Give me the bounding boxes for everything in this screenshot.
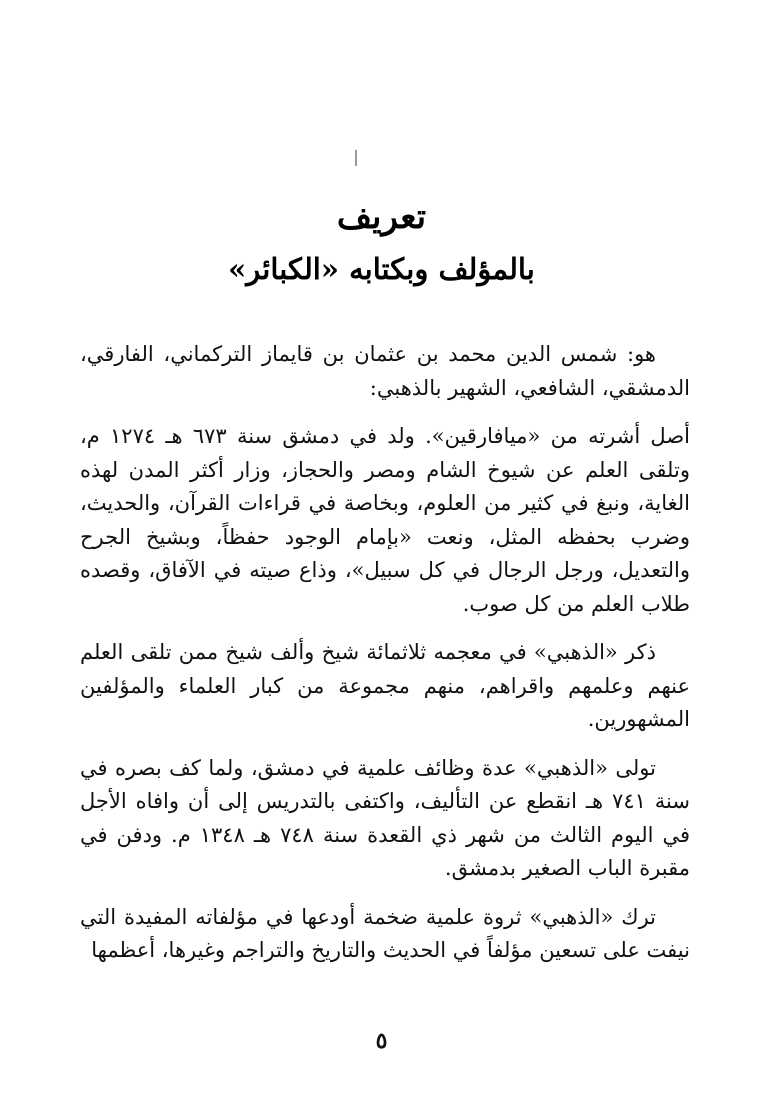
paragraph [80, 752, 690, 886]
paragraph-text: تولى «الذهبي» عدة وظائف علمية في دمشق، ولما كف بصره في سنة ٧٤١ هـ انقطع عن التأليف، واكتفى بالتدريس إلى أن وافاه الأجل في اليوم الثالث من شهر ذي القعدة سنة ٧٤٨ هـ ١٣٤٨ م. ودفن في مقبرة الباب الصغير بدمشق. [80, 755, 690, 880]
body-text [80, 338, 690, 983]
page-subtitle: بالمؤلف وبكتابه «الكبائر» [228, 252, 535, 286]
paragraph-text: هو: شمس الدين محمد بن عثمان بن قايماز التركماني، الفارقي، الدمشقي، الشافعي، الشهير بالذهبي: [80, 342, 690, 400]
paragraph-text: ترك «الذهبي» ثروة علمية ضخمة أودعها في مؤلفاته المفيدة التي نيفت على تسعين مؤلفاً في الحديث والتاريخ والتراجم وغيرها، أعظمها [80, 904, 690, 962]
paragraph [80, 901, 690, 968]
stray-pen-mark [355, 150, 357, 166]
paragraph-text: ذكر «الذهبي» في معجمه ثلاثمائة شيخ وألف شيخ ممن تلقى العلم عنهم وعلمهم واقراهم، منهم مجموعة من كبار العلماء والمؤلفين المشهورين. [80, 640, 690, 731]
page-number: ٥ [375, 1028, 388, 1054]
paragraph [80, 420, 690, 621]
paragraph-text: أصل أشرته من «ميافارقين». ولد في دمشق سنة ٦٧٣ هـ ١٢٧٤ م، وتلقى العلم عن شيوخ الشام ومصر والحجاز، وزار أكثر المدن لهذه الغاية، ونبغ في كثير من العلوم، وبخاصة في قراءات القرآن، والحديث، وضرب بحفظه المثل، ونعت «بإمام الوجود حفظاً، وبشيخ الجرح والتعديل، ورجل الرجال في كل سبيل»، وذاع صيته في الآفاق، وقصده طلاب العلم من كل صوب. [80, 424, 691, 616]
paragraph [80, 636, 690, 737]
paragraph [80, 338, 690, 405]
page-title: تعريف [336, 197, 427, 237]
